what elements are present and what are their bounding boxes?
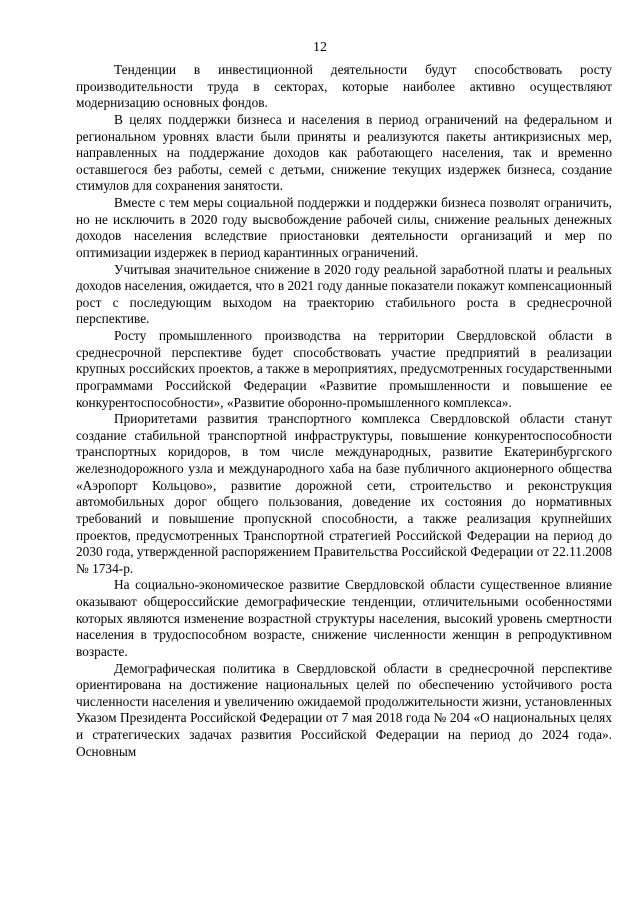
paragraph-income-recovery: Учитывая значительное снижение в 2020 году реальной заработной платы и реальных доходов населения, ожидается, что в 2021 году данные показатели покажут компенсационный рост с последующим выходом на траекторию стабильного роста в среднесрочной перспективе. (76, 261, 613, 327)
paragraph-investment-trends: Тенденции в инвестиционной деятельности будут способствовать росту производительности труда в секторах, которые наиболее активно осуществляют модернизацию основных фондов. (76, 62, 612, 111)
paragraph-demographic-policy: Демографическая политика в Свердловской области в среднесрочной перспективе ориентирована на достижение национальных целей по обеспечению устойчивого роста численности населения и увеличению ожидаемой продолжительности жизни, установленных Указом Президента Российской Федерации от 7 мая 2018 года № 204 «О национальных целях и стратегических задачах развития Российской Федерации на период до 2024 года». Основным (76, 660, 612, 759)
paragraph-transport-priorities: Приоритетами развития транспортного комплекса Свердловской области станут создание стабильной транспортной инфраструктуры, повышение конкурентоспособности транспортных коридоров, в том числе международных, развитие Екатеринбургского железнодорожного узла и международного хаба на базе публичного акционерного общества «Аэропорт Кольцово», развитие дорожной сети, строительство и реконструкция автомобильных дорог общего пользования, доведение их состояния до нормативных требований и повышение пропускной способности, а также реализация крупнейших проектов, предусмотренных Транспортной стратегией Российской Федерации на период до 2030 года, утвержденной распоряжением Правительства Российской Федерации от 22.11.2008 № 1734-р. (76, 411, 612, 576)
paragraph-social-support-limits: Вместе с тем меры социальной поддержки и поддержки бизнеса позволят ограничить, но не исключить в 2020 году высвобождение рабочей силы, снижение реальных денежных доходов населения вследствие приостановки деятельности организаций и мер по оптимизации издержек в период карантинных ограничений. (76, 195, 612, 260)
page-number: 12 (313, 40, 327, 55)
paragraph-anticrisis-measures: В целях поддержки бизнеса и населения в период ограничений на федеральном и региональном уровнях власти были приняты и реализуются пакеты антикризисных мер, направленных на поддержание доходов как работающего населения, так и временно оставшегося без работы, семей с детьми, снижение текущих издержек бизнеса, создание стимулов для сохранения занятости. (76, 111, 612, 194)
paragraph-demographic-trends: На социально-экономическое развитие Свердловской области существенное влияние оказывают общероссийские демографические тенденции, отличительными особенностями которых являются изменение возрастной структуры населения, высокий уровень смертности населения в трудоспособном возрасте, снижение численности женщин в репродуктивном возрасте. (76, 577, 612, 659)
paragraph-industrial-growth: Росту промышленного производства на территории Свердловской области в среднесрочной перспективе будет способствовать участие предприятий в реализации крупных российских проектов, а также в мероприятиях, предусмотренных государственными программами Российской Федерации «Развитие промышленности и повышение ее конкурентоспособности», «Развитие оборонно-промышленного комплекса». (76, 328, 612, 410)
document-body (76, 62, 612, 760)
